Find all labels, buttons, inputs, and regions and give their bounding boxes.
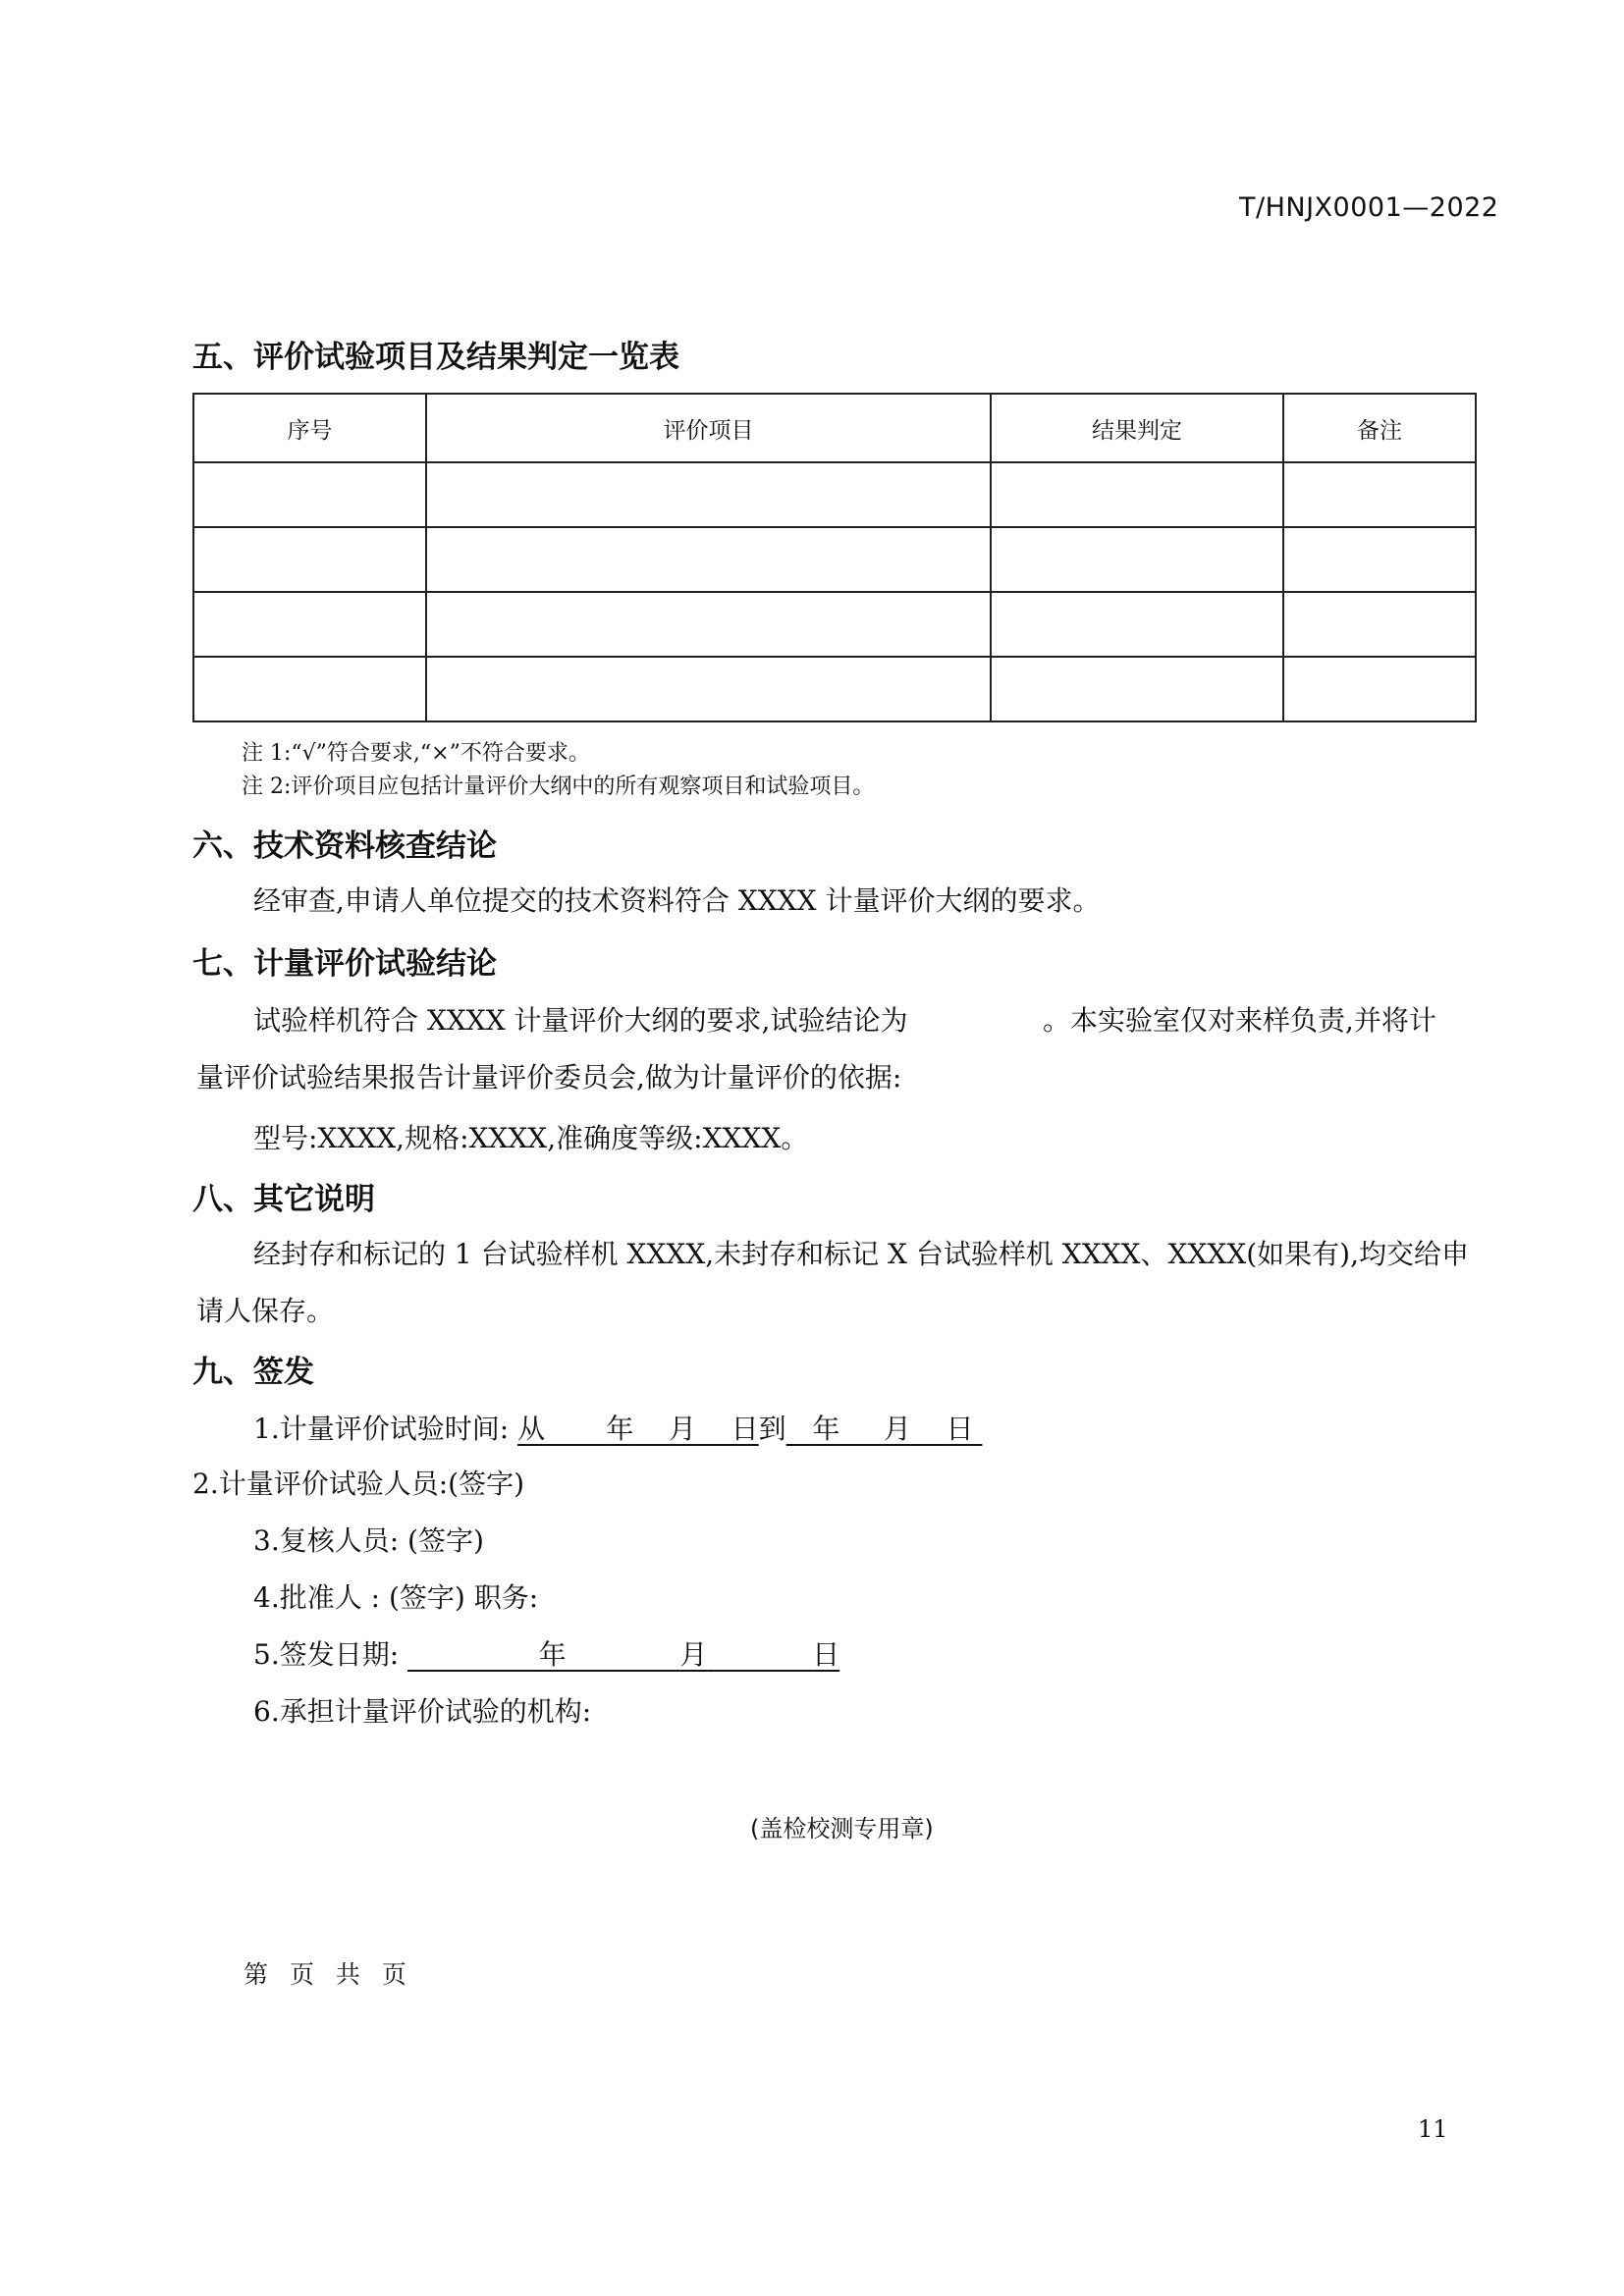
section6-title: 六、技术资料核查结论	[192, 828, 497, 864]
section7-line2: 量评价试验结果报告计量评价委员会,做为计量评价的依据:	[196, 1061, 902, 1094]
column-header-result: 结果判定	[991, 394, 1283, 462]
page-number: 11	[1418, 2115, 1448, 2143]
table-cell[interactable]	[991, 527, 1283, 592]
section8-title: 八、其它说明	[192, 1182, 375, 1217]
page-count-text: 第 页 共 页	[244, 1960, 406, 1989]
test-period-from-field[interactable]: 从 年 月 日	[517, 1413, 759, 1445]
sign-item-institution: 6.承担计量评价试验的机构:	[253, 1695, 592, 1728]
table-cell[interactable]	[1283, 657, 1476, 721]
evaluation-table	[192, 393, 1477, 722]
seal-placeholder: (盖检校测专用章)	[750, 1815, 934, 1842]
table-cell[interactable]	[1283, 527, 1476, 592]
section9-title: 九、签发	[192, 1355, 314, 1390]
table-cell[interactable]	[193, 527, 426, 592]
sign-item-test-period: 1.计量评价试验时间: 从 年 月 日到 年 月 日	[253, 1408, 982, 1447]
table-row	[193, 592, 1476, 657]
issue-date-field[interactable]: 年 月 日	[538, 1638, 840, 1671]
sign-item-issue-date	[253, 1633, 839, 1673]
table-cell[interactable]	[1283, 592, 1476, 657]
table-row	[193, 462, 1476, 527]
table-note-2: 注 2:评价项目应包括计量评价大纲中的所有观察项目和试验项目。	[242, 774, 875, 799]
table-cell[interactable]	[991, 657, 1283, 721]
section8-line2: 请人保存。	[196, 1295, 335, 1327]
column-header-remarks: 备注	[1283, 394, 1476, 462]
table-cell[interactable]	[426, 462, 991, 527]
table-header-row	[193, 394, 1476, 462]
table-cell[interactable]	[1283, 462, 1476, 527]
table-cell[interactable]	[991, 592, 1283, 657]
sign-item-approver: 4.批准人 : (签字) 职务:	[253, 1581, 539, 1614]
table-cell[interactable]	[991, 462, 1283, 527]
section7-line1-part2: 。本实验室仅对来样负责,并将计	[1043, 1004, 1436, 1037]
table-cell[interactable]	[193, 657, 426, 721]
sign-item-reviewers: 3.复核人员: (签字)	[253, 1524, 484, 1557]
section8-line1: 经封存和标记的 1 台试验样机 XXXX,未封存和标记 X 台试验样机 XXXX、XXXX(如果有),均交给申	[253, 1238, 1470, 1270]
section7-line1-part1: 试验样机符合 XXXX 计量评价大纲的要求,试验结论为	[253, 1004, 908, 1037]
table-cell[interactable]	[426, 592, 991, 657]
test-period-to-field[interactable]: 年 月 日	[812, 1413, 974, 1445]
column-header-serial: 序号	[193, 394, 426, 462]
table-cell[interactable]	[426, 657, 991, 721]
section6-text: 经审查,申请人单位提交的技术资料符合 XXXX 计量评价大纲的要求。	[253, 884, 1101, 917]
table-row	[193, 527, 1476, 592]
standard-code: T/HNJX0001—2022	[1239, 192, 1499, 223]
sign-item-testers: 2.计量评价试验人员:(签字)	[192, 1468, 524, 1500]
test-period-label: 1.计量评价试验时间:	[253, 1413, 510, 1445]
section7-line3: 型号:XXXX,规格:XXXX,准确度等级:XXXX。	[253, 1122, 809, 1154]
table-cell[interactable]	[193, 592, 426, 657]
table-cell[interactable]	[426, 527, 991, 592]
table-row	[193, 657, 1476, 721]
section5-title: 五、评价试验项目及结果判定一览表	[192, 340, 679, 375]
section7-title: 七、计量评价试验结论	[192, 946, 497, 982]
column-header-item: 评价项目	[426, 394, 991, 462]
issue-date-label: 5.签发日期:	[253, 1638, 400, 1671]
table-note-1: 注 1:“√”符合要求,“×”不符合要求。	[242, 741, 590, 766]
table-cell[interactable]	[193, 462, 426, 527]
